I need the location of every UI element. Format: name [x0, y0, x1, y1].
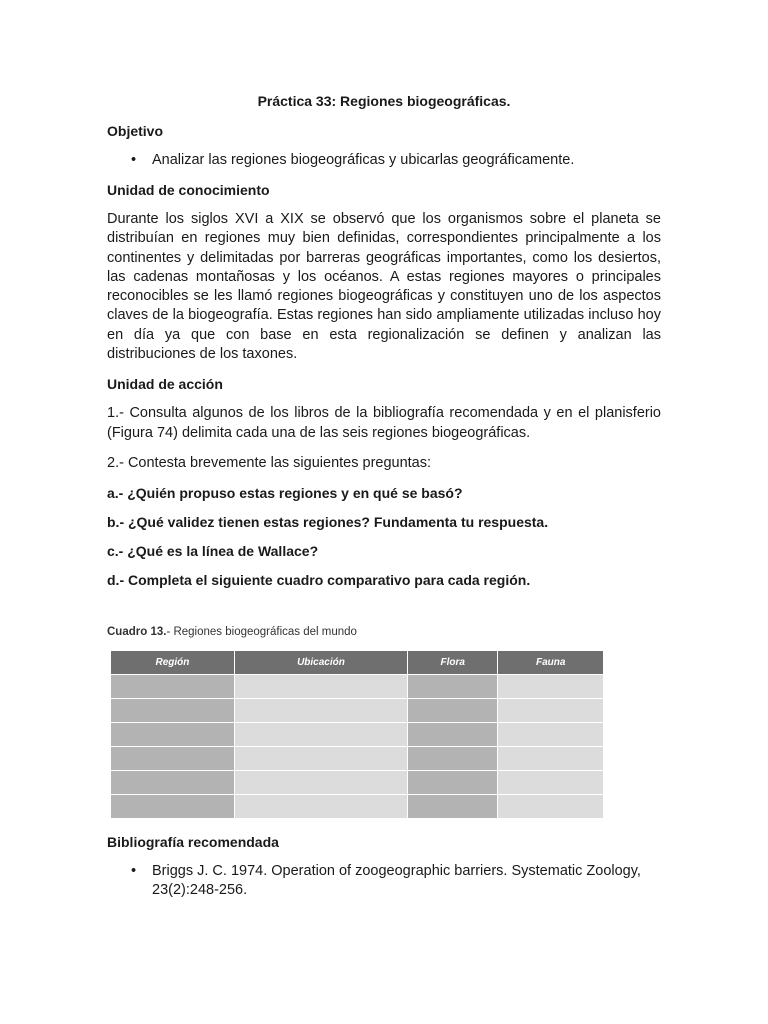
knowledge-heading: Unidad de conocimiento — [107, 182, 270, 198]
table-header-row — [111, 651, 603, 674]
list-item — [107, 151, 661, 170]
table-cell[interactable] — [408, 674, 498, 698]
table-row — [111, 794, 603, 818]
table-row — [111, 746, 603, 770]
table-cell[interactable] — [111, 770, 235, 794]
table-cell[interactable] — [111, 794, 235, 818]
table-cell[interactable] — [498, 698, 603, 722]
table-cell[interactable] — [408, 794, 498, 818]
page-title: Práctica 33: Regiones biogeográficas. — [257, 93, 511, 109]
list-item — [107, 862, 661, 900]
knowledge-paragraph: Durante los siglos XVI a XIX se observó que los organismos sobre el planeta se distribuían en regiones muy bien definidas, correspondientes principalmente a los continentes y delimitadas por barreras geográficas importantes, como los desiertos, las cadenas montañosas y los océanos. A estas regiones mayores o principales reconocibles se les llamó regiones biogeográficas y constituyen uno de los aspectos claves de la biogeografía. Estas regiones han sido ampliamente utilizadas incluso hoy en día ya que con base en esta regionalización se definen y analizan las distribuciones de los taxones. — [107, 211, 661, 363]
table-caption — [107, 625, 661, 639]
table-cell[interactable] — [408, 698, 498, 722]
table-row — [111, 698, 603, 722]
bibliography-list — [107, 862, 661, 900]
table-row — [111, 674, 603, 698]
comparison-table — [111, 651, 603, 818]
table-cell[interactable] — [235, 722, 408, 746]
header-ubicacion: Ubicación — [235, 651, 408, 674]
question-a: a.- ¿Quién propuso estas regiones y en qué se basó? — [107, 485, 463, 502]
header-region: Región — [111, 651, 235, 674]
bullet-icon: • — [131, 152, 137, 168]
table-cell[interactable] — [498, 794, 603, 818]
bibliography-heading: Bibliografía recomendada — [107, 834, 279, 851]
table-cell[interactable] — [235, 674, 408, 698]
table-cell[interactable] — [111, 674, 235, 698]
question-d: d.- Completa el siguiente cuadro comparativo para cada región. — [107, 572, 531, 589]
table-cell[interactable] — [408, 770, 498, 794]
bibliography-entry: Briggs J. C. 1974. Operation of zoogeographic barriers. Systematic Zoology, 23(2):248-256. — [152, 863, 641, 899]
table-cell[interactable] — [235, 770, 408, 794]
objective-heading: Objetivo — [107, 123, 164, 139]
table-cell[interactable] — [111, 746, 235, 770]
table-cell[interactable] — [498, 722, 603, 746]
table-cell[interactable] — [111, 722, 235, 746]
table-cell[interactable] — [498, 746, 603, 770]
action-step-2: 2.- Contesta brevemente las siguientes preguntas: — [107, 454, 432, 471]
table-row — [111, 722, 603, 746]
caption-label: Cuadro 13. — [107, 626, 167, 639]
table-cell[interactable] — [408, 722, 498, 746]
bullet-icon: • — [131, 863, 137, 880]
caption-text: - Regiones biogeográficas del mundo — [166, 626, 357, 639]
table-row — [111, 770, 603, 794]
question-b: b.- ¿Qué validez tienen estas regiones? Fundamenta tu respuesta. — [107, 514, 549, 531]
action-heading: Unidad de acción — [107, 376, 223, 393]
document-page — [107, 92, 661, 911]
objective-list — [107, 151, 661, 170]
table-cell[interactable] — [235, 746, 408, 770]
table-cell[interactable] — [408, 746, 498, 770]
action-step-1: 1.- Consulta algunos de los libros de la bibliografía recomendada y en el planisferio (Figura 74) delimita cada una de las seis regiones biogeográficas. — [107, 405, 661, 441]
header-flora: Flora — [408, 651, 498, 674]
question-c: c.- ¿Qué es la línea de Wallace? — [107, 543, 319, 560]
objective-text: Analizar las regiones biogeográficas y ubicarlas geográficamente. — [152, 152, 575, 168]
table-cell[interactable] — [111, 698, 235, 722]
table-cell[interactable] — [498, 674, 603, 698]
table-cell[interactable] — [235, 698, 408, 722]
table-cell[interactable] — [235, 794, 408, 818]
table-cell[interactable] — [498, 770, 603, 794]
header-fauna: Fauna — [498, 651, 603, 674]
